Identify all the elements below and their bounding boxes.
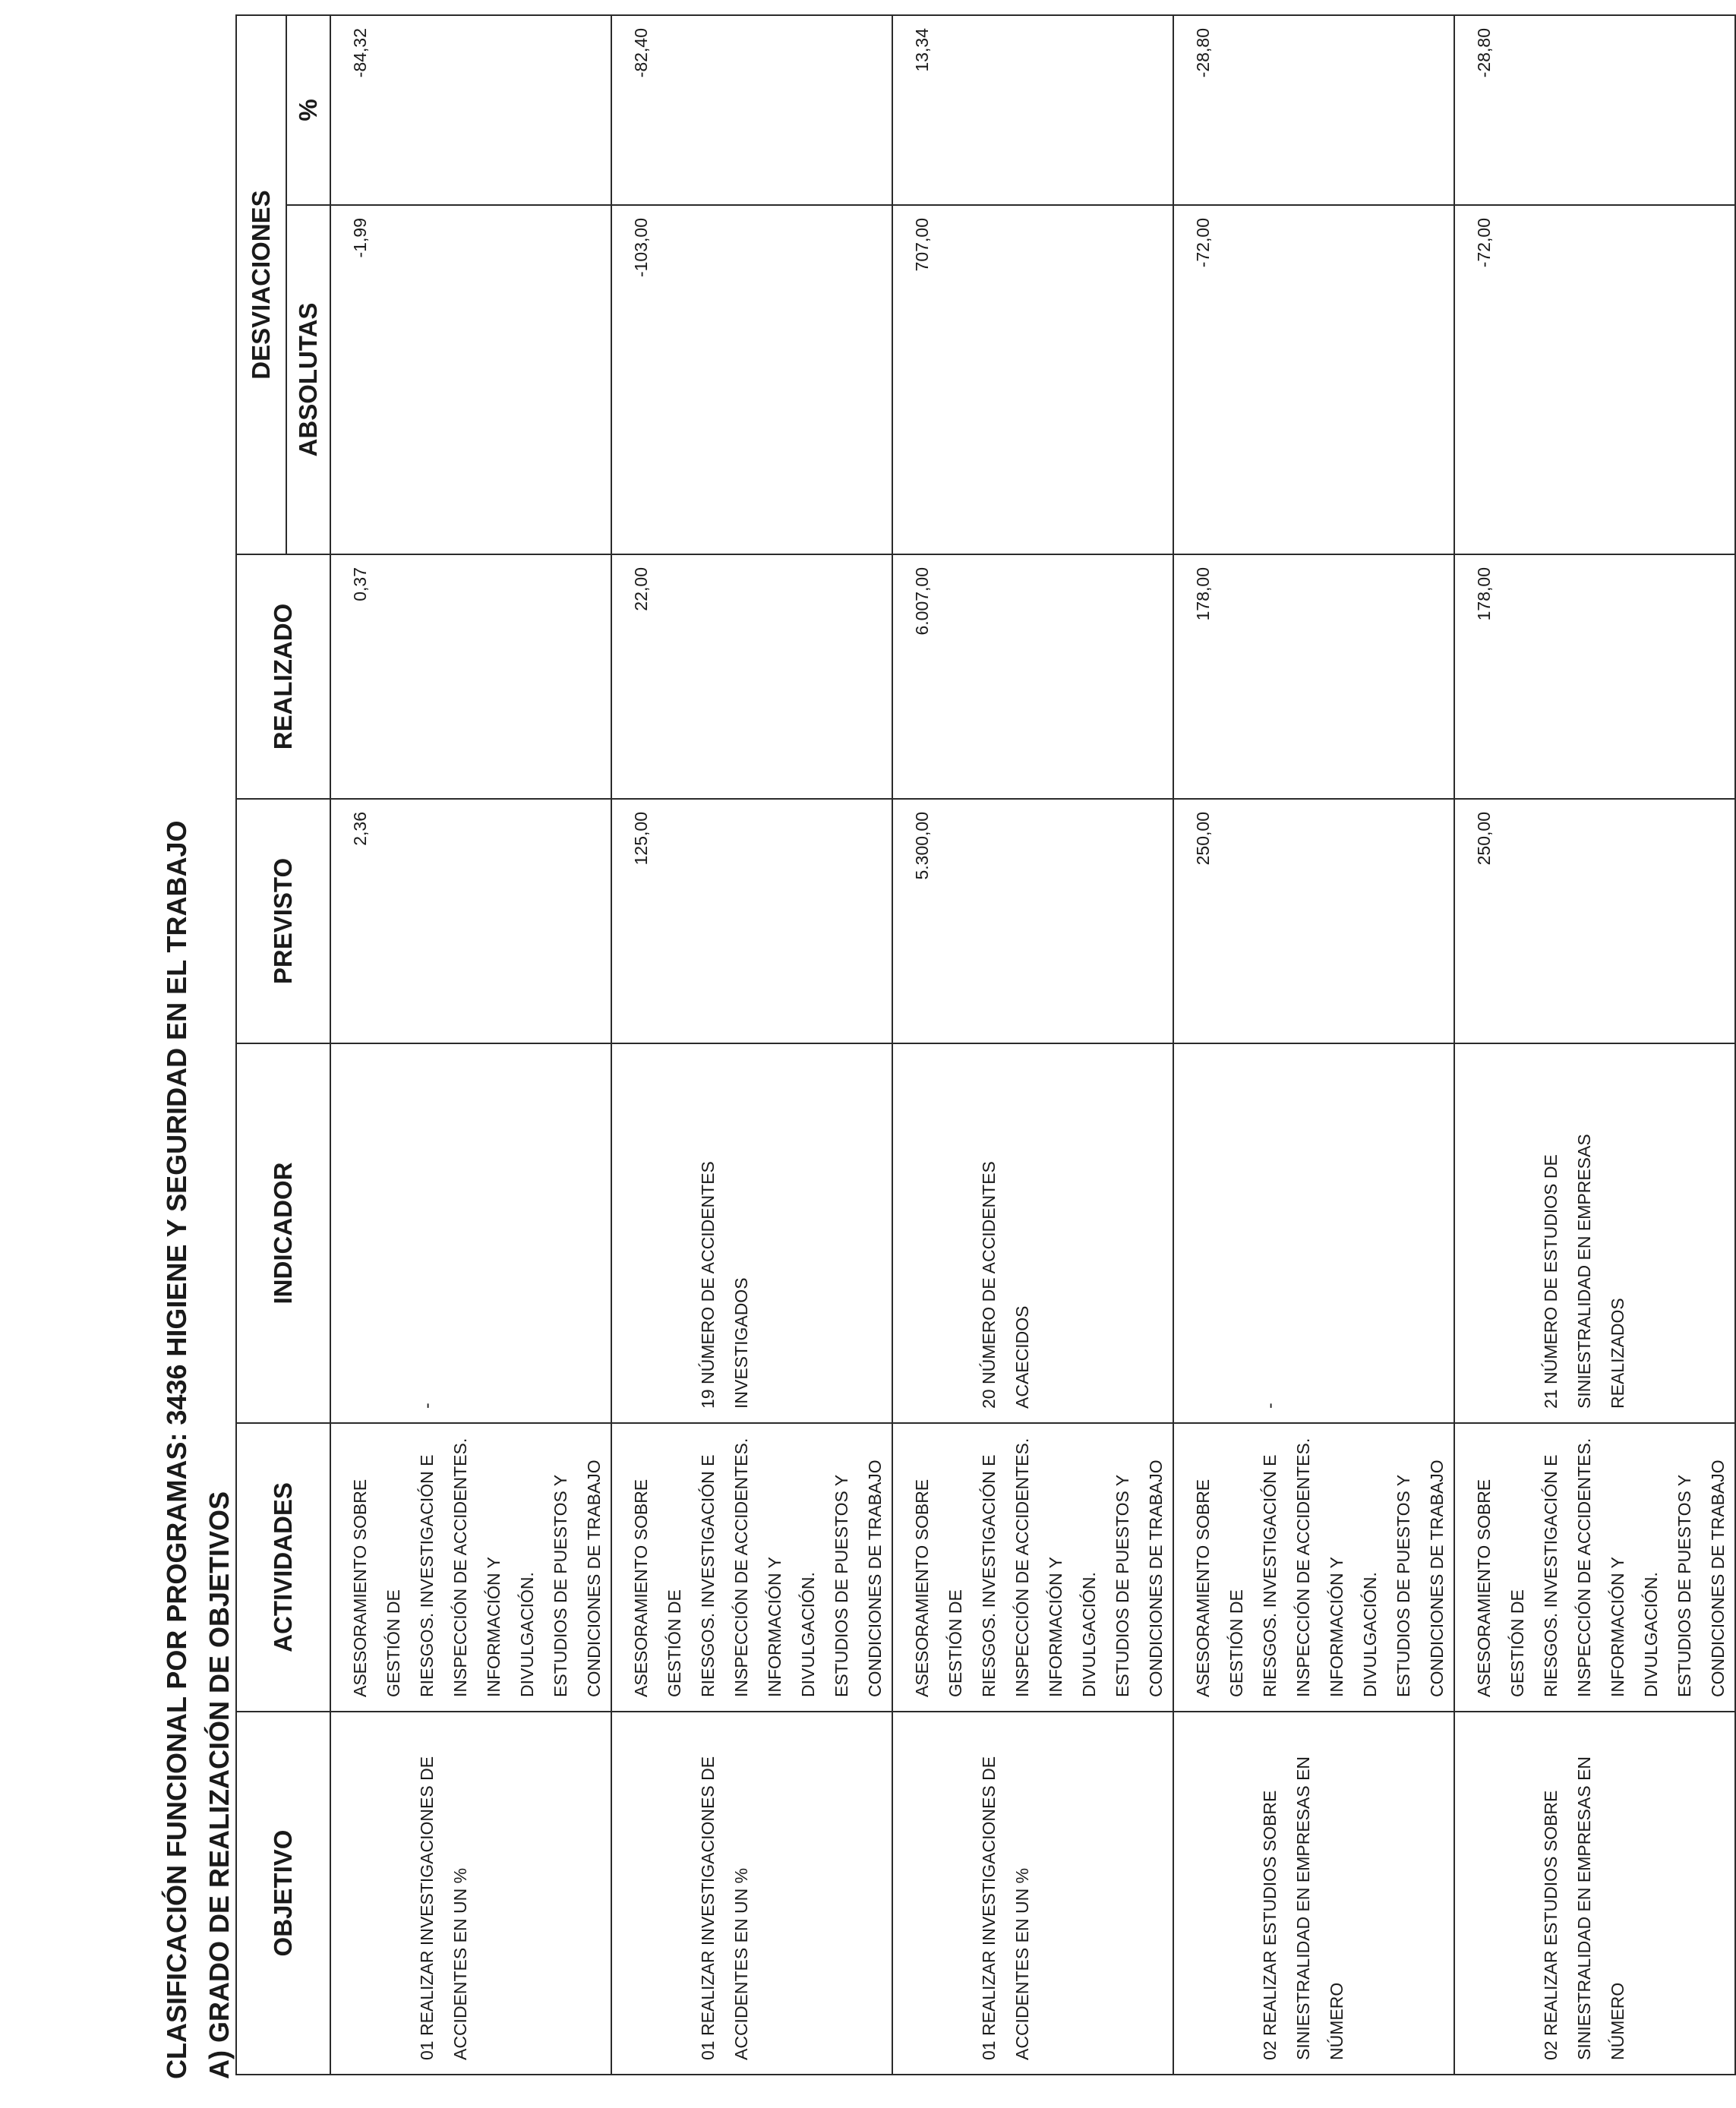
header-absolutas: ABSOLUTAS: [286, 205, 330, 554]
previsto-cell: 125,00: [611, 799, 892, 1043]
realizado-cell: 178,00: [1454, 554, 1735, 799]
objetivo-cell: 01 REALIZAR INVESTIGACIONES DE ACCIDENTES EN UN %: [892, 1712, 1173, 2075]
realizado-cell: 6.007,00: [892, 554, 1173, 799]
indicador-cell: -: [1173, 1043, 1454, 1423]
table-row: [892, 15, 1173, 2075]
porcentaje-cell: 13,34: [892, 15, 1173, 205]
porcentaje-cell: -28,80: [1454, 15, 1735, 205]
actividades-cell: ASESORAMIENTO SOBRE GESTIÓN DE RIESGOS. INVESTIGACIÓN E INSPECCIÓN DE ACCIDENTES. INFORMACIÓN Y DIVULGACIÓN. ESTUDIOS DE PUESTOS Y CONDICIONES DE TRABAJO: [892, 1423, 1173, 1712]
header-actividades: ACTIVIDADES: [236, 1423, 330, 1712]
objectives-table: [235, 14, 1736, 2075]
actividades-cell: ASESORAMIENTO SOBRE GESTIÓN DE RIESGOS. INVESTIGACIÓN E INSPECCIÓN DE ACCIDENTES. INFORMACIÓN Y DIVULGACIÓN. ESTUDIOS DE PUESTOS Y CONDICIONES DE TRABAJO: [611, 1423, 892, 1712]
absolutas-cell: -72,00: [1173, 205, 1454, 554]
absolutas-cell: -1,99: [330, 205, 611, 554]
objetivo-cell: 02 REALIZAR ESTUDIOS SOBRE SINIESTRALIDAD EN EMPRESAS EN NÚMERO: [1173, 1712, 1454, 2075]
previsto-cell: 2,36: [330, 799, 611, 1043]
realizado-cell: 22,00: [611, 554, 892, 799]
actividades-cell: ASESORAMIENTO SOBRE GESTIÓN DE RIESGOS. INVESTIGACIÓN E INSPECCIÓN DE ACCIDENTES. INFORMACIÓN Y DIVULGACIÓN. ESTUDIOS DE PUESTOS Y CONDICIONES DE TRABAJO: [1454, 1423, 1735, 1712]
table-row: [1173, 15, 1454, 2075]
objetivo-cell: 01 REALIZAR INVESTIGACIONES DE ACCIDENTES EN UN %: [330, 1712, 611, 2075]
header-previsto: PREVISTO: [236, 799, 330, 1043]
previsto-cell: 250,00: [1454, 799, 1735, 1043]
actividades-cell: ASESORAMIENTO SOBRE GESTIÓN DE RIESGOS. INVESTIGACIÓN E INSPECCIÓN DE ACCIDENTES. INFORMACIÓN Y DIVULGACIÓN. ESTUDIOS DE PUESTOS Y CONDICIONES DE TRABAJO: [1173, 1423, 1454, 1712]
porcentaje-cell: -84,32: [330, 15, 611, 205]
header-desviaciones: DESVIACIONES: [236, 15, 286, 554]
previsto-cell: 5.300,00: [892, 799, 1173, 1043]
page-title: CLASIFICACIÓN FUNCIONAL POR PROGRAMAS: 3436 HIGIENE Y SEGURIDAD EN EL TRABAJO: [161, 820, 192, 2079]
header-indicador: INDICADOR: [236, 1043, 330, 1423]
absolutas-cell: 707,00: [892, 205, 1173, 554]
porcentaje-cell: -82,40: [611, 15, 892, 205]
indicador-cell: -: [330, 1043, 611, 1423]
porcentaje-cell: -28,80: [1173, 15, 1454, 205]
indicador-cell: 19 NÚMERO DE ACCIDENTES INVESTIGADOS: [611, 1043, 892, 1423]
realizado-cell: 0,37: [330, 554, 611, 799]
objetivo-cell: 01 REALIZAR INVESTIGACIONES DE ACCIDENTES EN UN %: [611, 1712, 892, 2075]
indicador-cell: 20 NÚMERO DE ACCIDENTES ACAECIDOS: [892, 1043, 1173, 1423]
actividades-cell: ASESORAMIENTO SOBRE GESTIÓN DE RIESGOS. INVESTIGACIÓN E INSPECCIÓN DE ACCIDENTES. INFORMACIÓN Y DIVULGACIÓN. ESTUDIOS DE PUESTOS Y CONDICIONES DE TRABAJO: [330, 1423, 611, 1712]
table-row: [330, 15, 611, 2075]
header-porcentaje: %: [286, 15, 330, 205]
table-row: [1454, 15, 1735, 2075]
section-subtitle: A) GRADO DE REALIZACIÓN DE OBJETIVOS: [204, 1491, 235, 2079]
absolutas-cell: -103,00: [611, 205, 892, 554]
realizado-cell: 178,00: [1173, 554, 1454, 799]
header-objetivo: OBJETIVO: [236, 1712, 330, 2075]
previsto-cell: 250,00: [1173, 799, 1454, 1043]
header-realizado: REALIZADO: [236, 554, 330, 799]
objetivo-cell: 02 REALIZAR ESTUDIOS SOBRE SINIESTRALIDAD EN EMPRESAS EN NÚMERO: [1454, 1712, 1735, 2075]
table-row: [611, 15, 892, 2075]
absolutas-cell: -72,00: [1454, 205, 1735, 554]
indicador-cell: 21 NÚMERO DE ESTUDIOS DE SINIESTRALIDAD EN EMPRESAS REALIZADOS: [1454, 1043, 1735, 1423]
